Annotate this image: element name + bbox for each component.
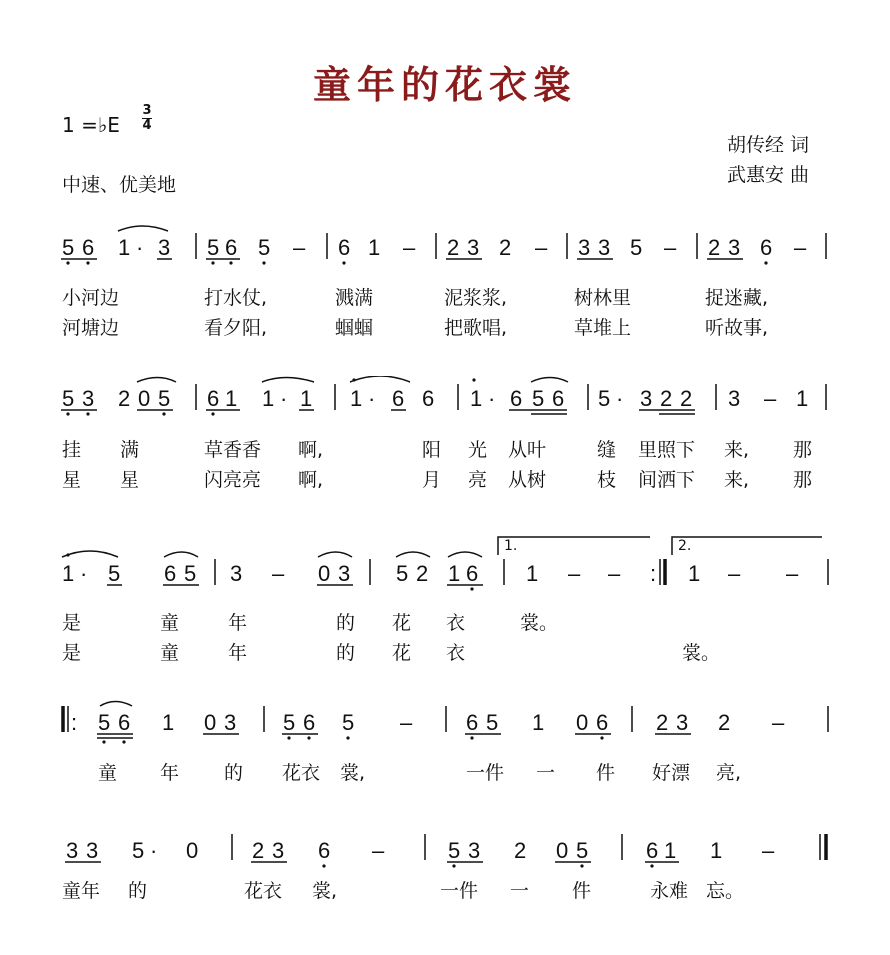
lyric-word: 来, bbox=[724, 469, 750, 491]
svg-text:6: 6 bbox=[466, 561, 479, 586]
svg-text:5: 5 bbox=[598, 386, 611, 411]
svg-text:1: 1 bbox=[688, 561, 701, 586]
lyric-word: 一件 bbox=[440, 880, 479, 902]
svg-text:·: · bbox=[150, 838, 158, 863]
lyric-word: 的 bbox=[128, 880, 148, 902]
svg-text:5: 5 bbox=[630, 235, 643, 260]
svg-text:1: 1 bbox=[664, 838, 677, 863]
svg-text:6: 6 bbox=[303, 710, 316, 735]
svg-text:–: – bbox=[794, 235, 807, 260]
svg-text:3: 3 bbox=[82, 386, 95, 411]
svg-text:1: 1 bbox=[368, 235, 381, 260]
lyrics-line-3-verse-2 bbox=[0, 638, 890, 668]
svg-text:3: 3 bbox=[468, 838, 481, 863]
lyrics-line-1-verse-1 bbox=[0, 283, 890, 313]
svg-text:·: · bbox=[136, 235, 144, 260]
svg-text:1: 1 bbox=[448, 561, 461, 586]
lyric-word: 里照下 bbox=[638, 439, 696, 461]
svg-text:2: 2 bbox=[708, 235, 721, 260]
lyric-word: 啊, bbox=[298, 439, 324, 461]
svg-text:0: 0 bbox=[186, 838, 199, 863]
lyric-word: 听故事, bbox=[705, 317, 769, 339]
svg-text:5: 5 bbox=[283, 710, 296, 735]
svg-text:5: 5 bbox=[62, 386, 75, 411]
lyric-word: 那 bbox=[793, 439, 813, 461]
svg-text:5: 5 bbox=[62, 235, 75, 260]
lyric-word: 草堆上 bbox=[574, 317, 632, 339]
composer-credit: 武惠安 曲 bbox=[727, 164, 810, 186]
svg-text:5: 5 bbox=[132, 838, 145, 863]
svg-text:5: 5 bbox=[207, 235, 220, 260]
svg-text:1: 1 bbox=[62, 561, 75, 586]
lyric-word: 挂 bbox=[62, 439, 82, 461]
lyric-word: 好漂 bbox=[652, 762, 691, 784]
svg-text:–: – bbox=[762, 838, 775, 863]
notation-line-5-graphics bbox=[0, 828, 890, 873]
lyric-word: 打水仗, bbox=[204, 287, 268, 309]
svg-text:5: 5 bbox=[342, 710, 355, 735]
lyric-word: 满 bbox=[120, 439, 140, 461]
lyric-word: 月 bbox=[422, 469, 442, 491]
svg-text::: : bbox=[71, 710, 78, 735]
svg-text:5: 5 bbox=[576, 838, 589, 863]
svg-text:5: 5 bbox=[158, 386, 171, 411]
notation-line-3 bbox=[0, 535, 890, 595]
lyrics-line-2-verse-1 bbox=[0, 435, 890, 465]
lyric-word: 泥浆浆, bbox=[444, 287, 508, 309]
svg-text:5: 5 bbox=[448, 838, 461, 863]
notation-line-1-graphics bbox=[0, 225, 890, 265]
svg-text:–: – bbox=[664, 235, 677, 260]
lyric-word: 缝 bbox=[597, 439, 617, 461]
lyric-word: 年 bbox=[228, 612, 248, 634]
svg-text:3: 3 bbox=[338, 561, 351, 586]
svg-text:0: 0 bbox=[576, 710, 589, 735]
lyric-word: 溅满 bbox=[335, 287, 374, 309]
time-sig-bottom: 4 bbox=[142, 118, 152, 133]
tempo-marking: 中速、优美地 bbox=[62, 174, 177, 196]
svg-text:2: 2 bbox=[499, 235, 512, 260]
svg-text:3: 3 bbox=[230, 561, 243, 586]
svg-text:–: – bbox=[764, 386, 777, 411]
time-signature bbox=[142, 104, 152, 133]
svg-text:6: 6 bbox=[552, 386, 565, 411]
svg-text:3: 3 bbox=[66, 838, 79, 863]
lyric-word: 件 bbox=[596, 762, 616, 784]
notation-line-4 bbox=[0, 700, 890, 745]
svg-text:6: 6 bbox=[225, 235, 238, 260]
svg-text:–: – bbox=[272, 561, 285, 586]
lyric-word: 把歌唱, bbox=[444, 317, 508, 339]
lyric-word: 星 bbox=[120, 469, 140, 491]
lyric-word: 间洒下 bbox=[638, 469, 696, 491]
lyric-word: 那 bbox=[793, 469, 813, 491]
lyrics-line-3-verse-1 bbox=[0, 608, 890, 638]
svg-text:5: 5 bbox=[396, 561, 409, 586]
svg-text:–: – bbox=[372, 838, 385, 863]
lyric-word: 一 bbox=[510, 880, 530, 902]
lyric-word: 童 bbox=[98, 762, 118, 784]
svg-text:3: 3 bbox=[676, 710, 689, 735]
notation-line-1 bbox=[0, 225, 890, 265]
svg-text:–: – bbox=[293, 235, 306, 260]
svg-text:2: 2 bbox=[416, 561, 429, 586]
lyrics-line-1-verse-2 bbox=[0, 313, 890, 343]
lyric-word: 枝 bbox=[597, 469, 617, 491]
lyricist-credit: 胡传经 词 bbox=[727, 134, 810, 156]
lyric-word: 件 bbox=[572, 880, 592, 902]
svg-text:2: 2 bbox=[514, 838, 527, 863]
svg-text:1: 1 bbox=[350, 386, 363, 411]
svg-text:·: · bbox=[280, 386, 288, 411]
lyric-word: 一件 bbox=[466, 762, 505, 784]
lyric-word: 的 bbox=[224, 762, 244, 784]
svg-text:0: 0 bbox=[138, 386, 151, 411]
svg-text:6: 6 bbox=[596, 710, 609, 735]
svg-text:2: 2 bbox=[680, 386, 693, 411]
lyric-word: 花 bbox=[392, 642, 412, 664]
svg-text:2: 2 bbox=[718, 710, 731, 735]
svg-text:3: 3 bbox=[224, 710, 237, 735]
lyric-word: 裳, bbox=[340, 762, 366, 784]
lyric-word: 捉迷藏, bbox=[705, 287, 769, 309]
svg-text:–: – bbox=[535, 235, 548, 260]
svg-text:3: 3 bbox=[86, 838, 99, 863]
lyric-word: 一 bbox=[536, 762, 556, 784]
svg-text:6: 6 bbox=[338, 235, 351, 260]
lyrics-line-4 bbox=[0, 758, 890, 788]
svg-text:1: 1 bbox=[118, 235, 131, 260]
lyric-word: 裳, bbox=[312, 880, 338, 902]
svg-text:1: 1 bbox=[225, 386, 238, 411]
svg-text:1: 1 bbox=[262, 386, 275, 411]
notation-line-2-graphics bbox=[0, 376, 890, 416]
lyric-word: 河塘边 bbox=[62, 317, 120, 339]
lyric-word: 草香香 bbox=[204, 439, 262, 461]
svg-text:5: 5 bbox=[108, 561, 121, 586]
lyric-word: 忘。 bbox=[706, 880, 745, 902]
svg-text:6: 6 bbox=[646, 838, 659, 863]
notation-line-2 bbox=[0, 376, 890, 416]
lyric-word: 永难 bbox=[650, 880, 689, 902]
svg-text:6: 6 bbox=[422, 386, 435, 411]
svg-text:3: 3 bbox=[272, 838, 285, 863]
svg-text:–: – bbox=[772, 710, 785, 735]
svg-text:6: 6 bbox=[760, 235, 773, 260]
svg-text:6: 6 bbox=[318, 838, 331, 863]
notation-line-5 bbox=[0, 828, 890, 873]
lyrics-line-5 bbox=[0, 876, 890, 906]
lyric-word: 来, bbox=[724, 439, 750, 461]
svg-text:–: – bbox=[608, 561, 621, 586]
notation-line-4-graphics bbox=[0, 700, 890, 745]
svg-text:3: 3 bbox=[598, 235, 611, 260]
svg-text:6: 6 bbox=[510, 386, 523, 411]
volta-2-label: 2. bbox=[678, 538, 692, 554]
lyric-word: 蝈蝈 bbox=[335, 317, 374, 339]
svg-text:1: 1 bbox=[532, 710, 545, 735]
song-title: 童年的花衣裳 bbox=[312, 62, 577, 107]
svg-text:6: 6 bbox=[466, 710, 479, 735]
svg-text:3: 3 bbox=[728, 386, 741, 411]
svg-text:2: 2 bbox=[118, 386, 131, 411]
lyric-word: 亮 bbox=[468, 469, 488, 491]
time-sig-top: 3 bbox=[142, 103, 152, 118]
lyric-word: 是 bbox=[62, 612, 82, 634]
svg-text:6: 6 bbox=[164, 561, 177, 586]
lyric-word: 的 bbox=[336, 612, 356, 634]
svg-text:5: 5 bbox=[184, 561, 197, 586]
svg-text:2: 2 bbox=[447, 235, 460, 260]
svg-text:0: 0 bbox=[204, 710, 217, 735]
svg-text:0: 0 bbox=[556, 838, 569, 863]
lyric-word: 星 bbox=[62, 469, 82, 491]
lyric-word: 从叶 bbox=[508, 439, 547, 461]
svg-text:–: – bbox=[400, 710, 413, 735]
lyric-word: 衣 bbox=[446, 642, 466, 664]
lyric-word: 童 bbox=[160, 642, 180, 664]
svg-text:5: 5 bbox=[532, 386, 545, 411]
lyric-word: 花 bbox=[392, 612, 412, 634]
svg-text:1: 1 bbox=[300, 386, 313, 411]
svg-text:2: 2 bbox=[656, 710, 669, 735]
svg-text:–: – bbox=[728, 561, 741, 586]
lyric-word: 闪亮亮 bbox=[204, 469, 262, 491]
lyric-word: 看夕阳, bbox=[204, 317, 268, 339]
svg-text:6: 6 bbox=[82, 235, 95, 260]
svg-text:3: 3 bbox=[728, 235, 741, 260]
svg-text:2: 2 bbox=[660, 386, 673, 411]
svg-text:·: · bbox=[488, 386, 496, 411]
svg-text:–: – bbox=[786, 561, 799, 586]
notation-line-3-graphics bbox=[0, 535, 890, 595]
lyric-word: 年 bbox=[228, 642, 248, 664]
lyric-word: 亮, bbox=[716, 762, 742, 784]
lyric-word: 是 bbox=[62, 642, 82, 664]
svg-text:0: 0 bbox=[318, 561, 331, 586]
svg-text:2: 2 bbox=[252, 838, 265, 863]
svg-text:1: 1 bbox=[796, 386, 809, 411]
svg-text:1: 1 bbox=[526, 561, 539, 586]
lyrics-line-2-verse-2 bbox=[0, 465, 890, 495]
svg-text:3: 3 bbox=[578, 235, 591, 260]
svg-text:–: – bbox=[403, 235, 416, 260]
svg-text::: : bbox=[650, 561, 657, 586]
svg-text:·: · bbox=[368, 386, 376, 411]
svg-text:3: 3 bbox=[640, 386, 653, 411]
lyric-word: 年 bbox=[160, 762, 180, 784]
svg-text:1: 1 bbox=[710, 838, 723, 863]
lyric-word: 花衣 bbox=[244, 880, 283, 902]
volta-1-label: 1. bbox=[504, 538, 518, 554]
svg-text:3: 3 bbox=[467, 235, 480, 260]
lyric-word: 衣 bbox=[446, 612, 466, 634]
svg-text:5: 5 bbox=[258, 235, 271, 260]
lyric-word: 裳。 bbox=[520, 612, 559, 634]
lyric-word: 光 bbox=[468, 439, 488, 461]
svg-text:1: 1 bbox=[470, 386, 483, 411]
lyric-word: 童 bbox=[160, 612, 180, 634]
lyric-word: 花衣 bbox=[282, 762, 321, 784]
svg-text:–: – bbox=[568, 561, 581, 586]
lyric-word: 裳。 bbox=[682, 642, 721, 664]
lyric-word: 童年 bbox=[62, 880, 101, 902]
key-label: 1 =♭E bbox=[62, 113, 120, 137]
svg-text:·: · bbox=[616, 386, 624, 411]
lyric-word: 小河边 bbox=[62, 287, 120, 309]
lyric-word: 的 bbox=[336, 642, 356, 664]
lyric-word: 啊, bbox=[298, 469, 324, 491]
lyric-word: 树林里 bbox=[574, 287, 632, 309]
svg-text:·: · bbox=[80, 561, 88, 586]
key-signature bbox=[62, 113, 120, 137]
svg-text:1: 1 bbox=[162, 710, 175, 735]
svg-text:5: 5 bbox=[486, 710, 499, 735]
lyric-word: 从树 bbox=[508, 469, 547, 491]
svg-text:3: 3 bbox=[158, 235, 171, 260]
svg-text:6: 6 bbox=[392, 386, 405, 411]
svg-text:6: 6 bbox=[207, 386, 220, 411]
lyric-word: 阳 bbox=[422, 439, 442, 461]
svg-text:5: 5 bbox=[98, 710, 111, 735]
svg-text:6: 6 bbox=[118, 710, 131, 735]
